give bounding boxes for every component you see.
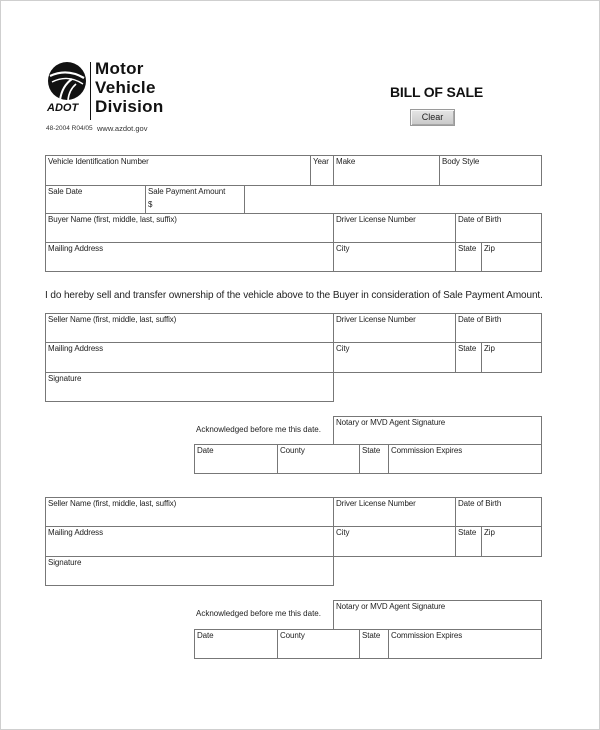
- buyer-city-field[interactable]: City: [333, 242, 456, 272]
- buyer-zip-field[interactable]: Zip: [481, 242, 542, 272]
- agency-name-line3: Division: [95, 97, 164, 116]
- body-style-field[interactable]: Body Style: [439, 155, 542, 186]
- notary1-county-field[interactable]: County: [277, 444, 360, 474]
- notary2-commission-field[interactable]: Commission Expires: [388, 629, 542, 659]
- seller1-city-field[interactable]: City: [333, 342, 456, 373]
- notary2-county-field[interactable]: County: [277, 629, 360, 659]
- make-field[interactable]: Make: [333, 155, 440, 186]
- seller2-license-field[interactable]: Driver License Number: [333, 497, 456, 527]
- buyer-license-field[interactable]: Driver License Number: [333, 213, 456, 243]
- seller2-state-field[interactable]: State: [455, 526, 482, 557]
- seller1-state-field[interactable]: State: [455, 342, 482, 373]
- year-field[interactable]: Year: [310, 155, 334, 186]
- svg-text:ADOT: ADOT: [47, 102, 79, 112]
- seller1-signature-field[interactable]: Signature: [45, 372, 334, 402]
- seller2-address-field[interactable]: Mailing Address: [45, 526, 334, 557]
- notary1-commission-field[interactable]: Commission Expires: [388, 444, 542, 474]
- seller2-name-field[interactable]: Seller Name (first, middle, last, suffix): [45, 497, 334, 527]
- buyer-name-field[interactable]: Buyer Name (first, middle, last, suffix): [45, 213, 334, 243]
- seller1-dob-field[interactable]: Date of Birth: [455, 313, 542, 343]
- buyer-address-field[interactable]: Mailing Address: [45, 242, 334, 272]
- notary2-date-field[interactable]: Date: [194, 629, 278, 659]
- notary1-signature-field[interactable]: Notary or MVD Agent Signature: [333, 416, 542, 445]
- acknowledged-text: Acknowledged before me this date.: [196, 425, 321, 434]
- seller1-address-field[interactable]: Mailing Address: [45, 342, 334, 373]
- agency-name: [95, 59, 164, 116]
- divider: [244, 185, 245, 214]
- sale-payment-field[interactable]: Sale Payment Amount $: [145, 185, 245, 214]
- adot-road-logo-icon: [46, 62, 88, 112]
- notary2-state-field[interactable]: State: [359, 629, 389, 659]
- seller2-zip-field[interactable]: Zip: [481, 526, 542, 557]
- website-link[interactable]: www.azdot.gov: [97, 124, 148, 133]
- sale-date-field[interactable]: Sale Date: [45, 185, 146, 214]
- seller1-license-field[interactable]: Driver License Number: [333, 313, 456, 343]
- seller2-signature-field[interactable]: Signature: [45, 556, 334, 586]
- clear-button[interactable]: Clear: [410, 109, 455, 126]
- seller2-dob-field[interactable]: Date of Birth: [455, 497, 542, 527]
- notary2-signature-field[interactable]: Notary or MVD Agent Signature: [333, 600, 542, 630]
- seller1-name-field[interactable]: Seller Name (first, middle, last, suffix): [45, 313, 334, 343]
- seller2-city-field[interactable]: City: [333, 526, 456, 557]
- notary1-date-field[interactable]: Date: [194, 444, 278, 474]
- page-title: BILL OF SALE: [390, 84, 484, 100]
- agency-name-line2: Vehicle: [95, 78, 156, 97]
- logo-divider: [90, 62, 91, 120]
- buyer-dob-field[interactable]: Date of Birth: [455, 213, 542, 243]
- notary1-state-field[interactable]: State: [359, 444, 389, 474]
- seller1-zip-field[interactable]: Zip: [481, 342, 542, 373]
- form-number: 48-2004 R04/05: [46, 125, 93, 132]
- agency-name-line1: Motor: [95, 59, 144, 78]
- vin-field[interactable]: Vehicle Identification Number: [45, 155, 311, 186]
- buyer-state-field[interactable]: State: [455, 242, 482, 272]
- currency-symbol: $: [148, 200, 153, 209]
- transfer-statement: I do hereby sell and transfer ownership of the vehicle above to the Buyer in consideration of Sale Payment Amount.: [45, 290, 543, 301]
- acknowledged-text: Acknowledged before me this date.: [196, 609, 321, 618]
